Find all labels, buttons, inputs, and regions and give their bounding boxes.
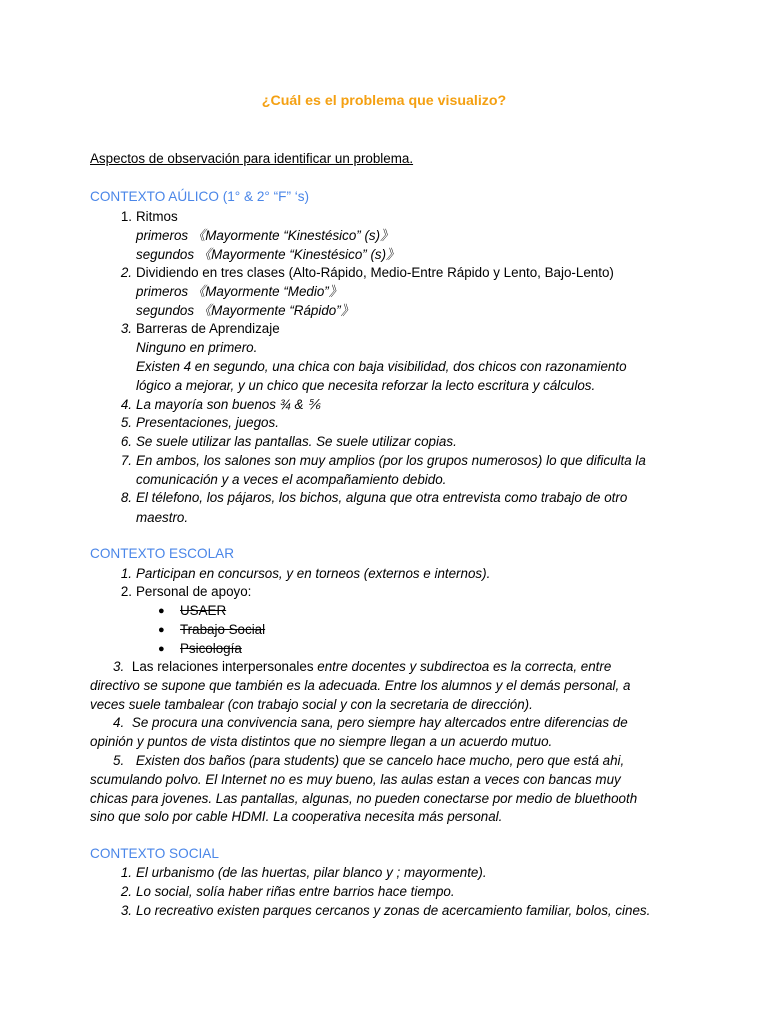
list-number: 2.	[120, 584, 132, 599]
paragraph-line: chicas para jovenes. Las pantallas, algunas, no pueden conectarse por medio de bluethooth	[90, 791, 638, 806]
list-number: 5.	[113, 753, 125, 768]
bullet-text: Trabajo Social	[180, 622, 266, 637]
list-text: Dividiendo en tres clases (Alto-Rápido, Medio-Entre Rápido y Lento, Bajo-Lento)	[136, 265, 614, 280]
list-text-italic: entre docentes y subdirectoa es la correcta, entre	[317, 659, 612, 674]
list-text: En ambos, los salones son muy amplios (por los grupos numerosos) lo que dificulta la	[136, 453, 646, 468]
list-subtext: primeros 《Mayormente “Kinestésico” (s)》	[136, 228, 394, 243]
paragraph-line: veces suele tambalear (con trabajo social y con la secretaria de dirección).	[90, 697, 533, 712]
list-subtext: Existen 4 en segundo, una chica con baja visibilidad, dos chicos con razonamiento	[136, 359, 627, 374]
list-subtext: primeros 《Mayormente “Medio”》	[136, 284, 343, 299]
paragraph-line: sino que solo por cable HDMI. La cooperativa necesita más personal.	[90, 809, 503, 824]
list-subtext: lógico a mejorar, y un chico que necesita reforzar la lecto escritura y cálculos.	[136, 378, 596, 393]
list-number: 2.	[120, 265, 132, 280]
list-text: Barreras de Aprendizaje	[136, 321, 280, 336]
paragraph-line: scumulando polvo. El Internet no es muy bueno, las aulas estan a veces con bancas muy	[90, 772, 621, 787]
list-number: 2.	[120, 884, 132, 899]
list-text: Personal de apoyo:	[136, 584, 252, 599]
section-heading-aulico: CONTEXTO AÚLICO (1° & 2° “F” ‘s)	[90, 189, 310, 204]
list-text: La mayoría son buenos ¾ & ⅚	[136, 397, 321, 412]
page-subtitle: Aspectos de observación para identificar un problema.	[90, 151, 414, 166]
list-number: 1.	[120, 209, 132, 224]
list-text: Se suele utilizar las pantallas. Se suele utilizar copias.	[136, 434, 457, 449]
list-number: 5.	[120, 415, 132, 430]
list-number: 6.	[120, 434, 132, 449]
paragraph-line: directivo se supone que también es la adecuada. Entre los alumnos y el demás personal, a	[90, 678, 631, 693]
list-number: 1.	[120, 566, 132, 581]
page-title: ¿Cuál es el problema que visualizo?	[261, 93, 507, 109]
list-subtext: comunicación y a veces el acompañamiento debido.	[136, 472, 447, 487]
bullet-text: USAER	[180, 603, 227, 618]
bullet-icon: ●	[158, 624, 165, 636]
list-number: 4.	[120, 397, 132, 412]
list-text: Las relaciones interpersonales	[131, 659, 318, 674]
list-number: 3.	[120, 903, 132, 918]
list-text: Ritmos	[136, 209, 178, 224]
list-number: 7.	[120, 453, 132, 468]
list-number: 8.	[120, 490, 132, 505]
list-text: Participan en concursos, y en torneos (externos e internos).	[136, 566, 491, 581]
paragraph-line	[113, 752, 624, 770]
list-text: El urbanismo (de las huertas, pilar blanco y ; mayormente).	[136, 865, 487, 880]
list-subtext: segundos 《Mayormente “Rápido”》	[136, 303, 355, 318]
list-subtext: segundos 《Mayormente “Kinestésico” (s)》	[136, 247, 400, 262]
bullet-text: Psicología	[180, 641, 242, 656]
paragraph-line	[113, 714, 628, 732]
bullet-icon: ●	[158, 643, 165, 655]
list-text: Presentaciones, juegos.	[136, 415, 279, 430]
paragraph-line	[113, 658, 611, 676]
list-text: Existen dos baños (para students) que se cancelo hace mucho, pero que está ahi,	[135, 753, 625, 768]
list-subtext: Ninguno en primero.	[136, 340, 258, 355]
list-text: Lo recreativo existen parques cercanos y zonas de acercamiento familiar, bolos, cines.	[136, 903, 651, 918]
list-text: Se procura una convivencia sana, pero siempre hay altercados entre diferencias de	[131, 715, 628, 730]
list-text: Lo social, solía haber riñas entre barrios hace tiempo.	[136, 884, 455, 899]
list-number: 4.	[113, 715, 125, 730]
paragraph-line: opinión y puntos de vista distintos que no siempre llegan a un acuerdo mutuo.	[90, 734, 553, 749]
list-subtext: maestro.	[136, 510, 189, 525]
list-number: 1.	[120, 865, 132, 880]
list-number: 3.	[120, 321, 132, 336]
section-heading-escolar: CONTEXTO ESCOLAR	[90, 546, 235, 561]
list-number: 3.	[113, 659, 125, 674]
bullet-icon: ●	[158, 605, 165, 617]
list-text: El télefono, los pájaros, los bichos, alguna que otra entrevista como trabajo de otro	[136, 490, 628, 505]
section-heading-social: CONTEXTO SOCIAL	[90, 846, 219, 861]
